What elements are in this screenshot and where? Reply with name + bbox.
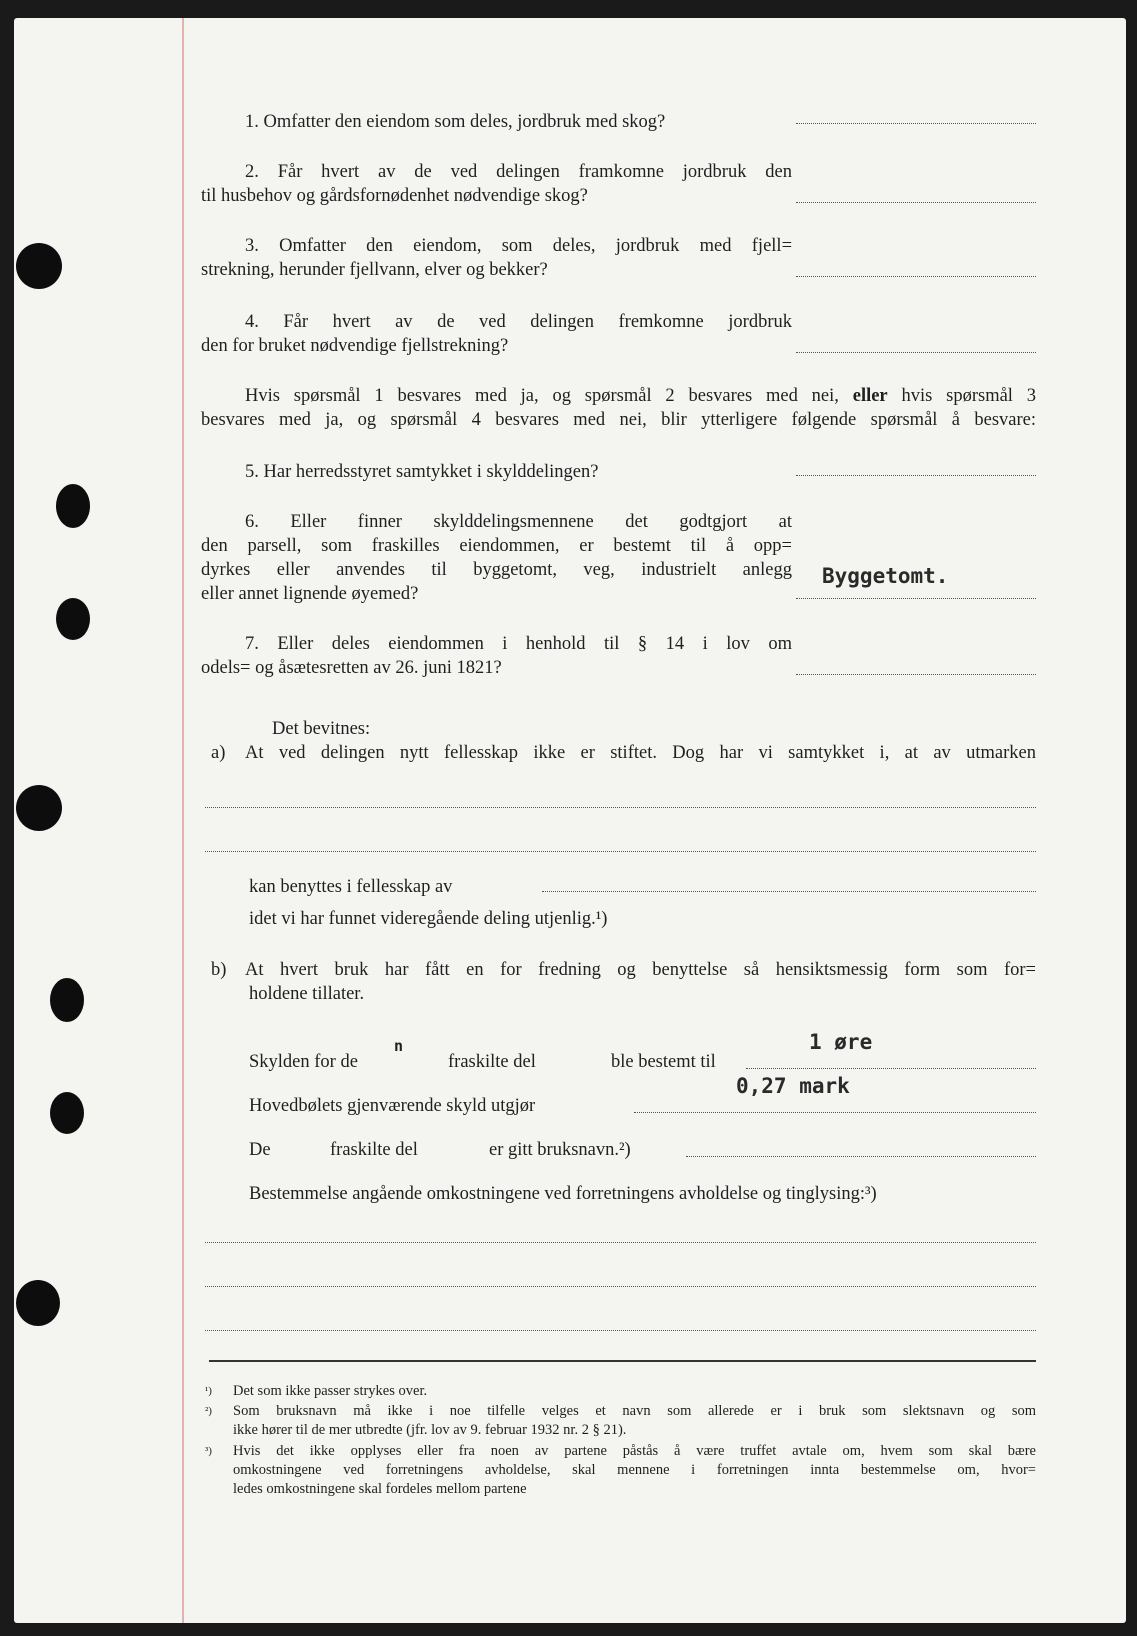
question-4-line-2: den for bruket nødvendige fjellstrekning?	[201, 336, 509, 356]
condition-text-a: Hvis spørsmål 1 besvares med ja, og spørsmål 2 besvares med nei,	[245, 386, 839, 406]
footnote-2-marker: ²)	[205, 1405, 212, 1417]
punch-hole	[56, 598, 90, 640]
answer-line-q2	[796, 202, 1036, 203]
form-page	[14, 18, 1126, 1623]
answer-q6-typed: Byggetomt.	[822, 564, 949, 588]
condition-emphasis: eller	[852, 386, 888, 406]
punch-hole	[16, 243, 62, 289]
question-3-line-2: strekning, herunder fjellvann, elver og bekker?	[201, 260, 548, 280]
margin-line	[182, 18, 184, 1623]
attest-b-line-2: holdene tillater.	[249, 984, 365, 1004]
de-label: De	[249, 1140, 271, 1160]
punch-hole	[50, 978, 84, 1022]
answer-line-q7	[796, 674, 1036, 675]
fellesskap-label: kan benyttes i fellesskap av	[249, 877, 453, 897]
footnote-rule	[209, 1360, 1036, 1362]
question-5: 5. Har herredsstyret samtykket i skylddelingen?	[245, 462, 599, 482]
question-7-line-2: odels= og åsætesretten av 26. juni 1821?	[201, 658, 502, 678]
fellesskap-line	[542, 891, 1036, 892]
skyld-value-typed: 1 øre	[809, 1030, 873, 1054]
bruksnavn-label: er gitt bruksnavn.²)	[489, 1140, 631, 1160]
footnote-2	[205, 1402, 1036, 1442]
hovedbol-value-typed: 0,27 mark	[736, 1074, 850, 1098]
blank-line	[205, 807, 1036, 808]
answer-line-q1	[796, 123, 1036, 124]
skyld-label-a: Skylden for de	[249, 1052, 358, 1072]
blank-line	[205, 1330, 1036, 1331]
question-2-line-2: til husbehov og gårdsfornødenhet nødvendige skog?	[201, 186, 588, 206]
skyld-line	[746, 1068, 1036, 1069]
answer-line-q5	[796, 475, 1036, 476]
hovedbol-label: Hovedbølets gjenværende skyld utgjør	[249, 1096, 536, 1116]
question-4-line-1: 4. Får hvert av de ved delingen fremkomne jordbruk	[245, 312, 792, 332]
condition-line-1	[245, 384, 1036, 408]
footnote-1-text: Det som ikke passer strykes over.	[233, 1383, 428, 1399]
footnote-2-line-2: ikke hører til de mer utbredte (jfr. lov av 9. februar 1932 nr. 2 § 21).	[233, 1422, 627, 1438]
punch-hole	[56, 484, 90, 528]
skyld-superscript: n	[394, 1037, 404, 1055]
blank-line	[205, 1286, 1036, 1287]
footnote-3-line-1: Hvis det ikke opplyses eller fra noen av partene påstås å være truffet avtale om, hvem som skal bære	[233, 1443, 1036, 1459]
punch-hole	[16, 785, 62, 831]
attest-b-line-1: At hvert bruk har fått en for fredning og benyttelse så hensiktsmessig form som for=	[245, 960, 1036, 980]
question-7-line-1: 7. Eller deles eiendommen i henhold til § 14 i lov om	[245, 634, 792, 654]
question-3-line-1: 3. Omfatter den eiendom, som deles, jordbruk med fjell=	[245, 236, 792, 256]
skyld-label-b: fraskilte del	[448, 1052, 536, 1072]
question-6-line-2: den parsell, som fraskilles eiendommen, er bestemt til å opp=	[201, 536, 792, 556]
question-6-line-3: dyrkes eller anvendes til byggetomt, veg, industrielt anlegg	[201, 560, 792, 580]
footnote-3-line-3: ledes omkostningene skal fordeles mellom partene	[233, 1481, 527, 1497]
punch-hole	[16, 1280, 60, 1326]
attest-heading: Det bevitnes:	[272, 719, 371, 739]
attest-a-text: At ved delingen nytt fellesskap ikke er stiftet. Dog har vi samtykket i, at av utmarken	[245, 743, 1036, 763]
skyld-label-c: ble bestemt til	[611, 1052, 716, 1072]
condition-text-b: hvis spørsmål 3	[901, 386, 1037, 406]
bruksnavn-line	[686, 1156, 1036, 1157]
condition-line-2: besvares med ja, og spørsmål 4 besvares med nei, blir ytterligere følgende spørsmål å besvare:	[201, 410, 1036, 430]
blank-line	[205, 851, 1036, 852]
question-1: 1. Omfatter den eiendom som deles, jordbruk med skog?	[245, 112, 666, 132]
footnote-1-marker: ¹)	[205, 1385, 212, 1397]
question-2-line-1: 2. Får hvert av de ved delingen framkomne jordbruk den	[245, 162, 792, 182]
de-fraskilte-label: fraskilte del	[330, 1140, 418, 1160]
punch-hole	[50, 1092, 84, 1134]
answer-line-q4	[796, 352, 1036, 353]
question-6-line-4: eller annet lignende øyemed?	[201, 584, 419, 604]
idet-text: idet vi har funnet videregående deling utjenlig.¹)	[249, 909, 608, 929]
footnote-3-marker: ³)	[205, 1445, 212, 1457]
attest-b-label: b)	[211, 960, 227, 980]
answer-line-q6	[796, 598, 1036, 599]
answer-line-q3	[796, 276, 1036, 277]
bestemmelse-label: Bestemmelse angående omkostningene ved forretningens avholdelse og tinglysing:³)	[249, 1184, 877, 1204]
hovedbol-line	[634, 1112, 1036, 1113]
footnote-2-line-1: Som bruksnavn må ikke i noe tilfelle velges et navn som allerede er i bruk som slektsnavn og som	[233, 1403, 1036, 1419]
attest-a-label: a)	[211, 743, 226, 763]
blank-line	[205, 1242, 1036, 1243]
question-6-line-1: 6. Eller finner skylddelingsmennene det godtgjort at	[245, 512, 792, 532]
footnote-3	[205, 1442, 1036, 1502]
footnote-3-line-2: omkostningene ved forretningens avholdelse, skal mennene i forretningen innta bestemmelse om, hvor=	[233, 1462, 1036, 1478]
